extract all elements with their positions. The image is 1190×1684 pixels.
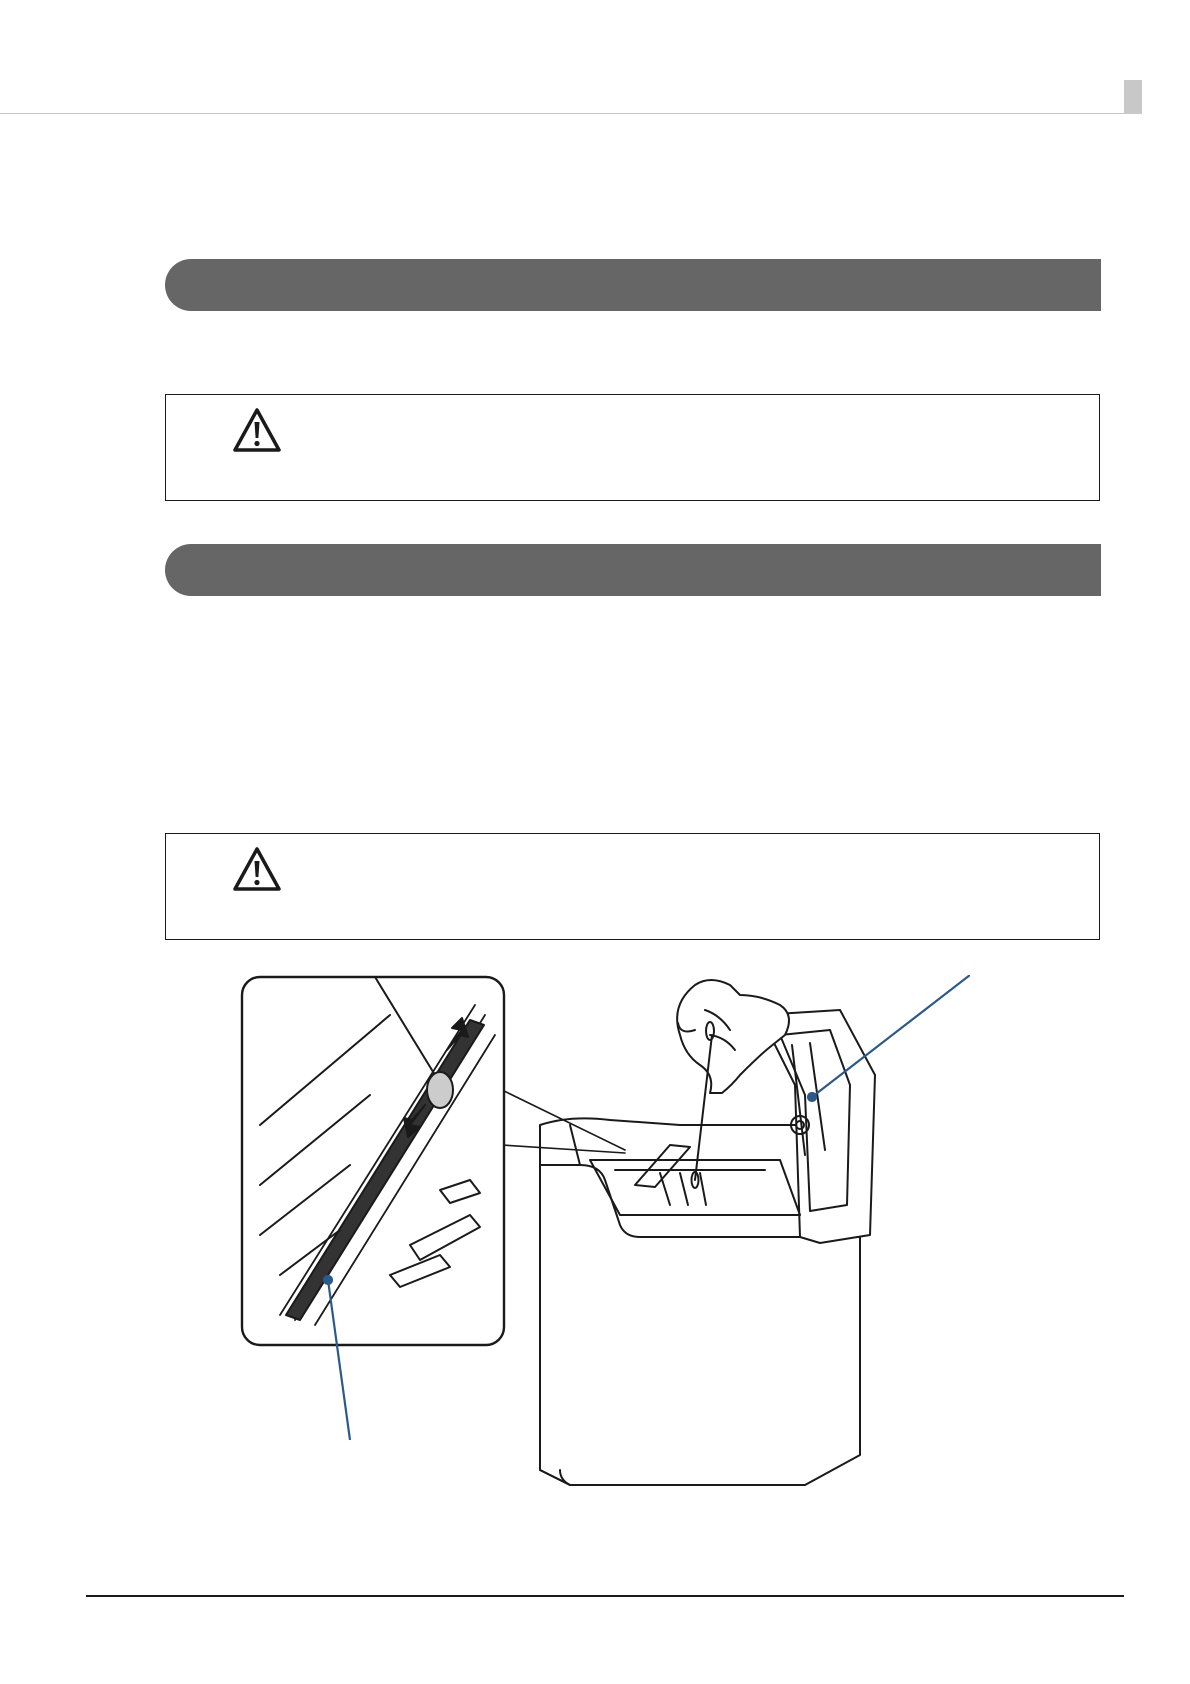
warning-triangle-icon (232, 846, 282, 892)
section-heading-bar-2 (165, 544, 1101, 596)
caution-box-2 (165, 833, 1100, 940)
cleaning-illustration (240, 975, 970, 1495)
zoom-inset (242, 977, 504, 1345)
warning-triangle-icon (232, 407, 282, 453)
page-edge-tab (1124, 80, 1142, 114)
section-heading-bar-1 (165, 259, 1101, 311)
caution-box-1 (165, 394, 1100, 501)
footer-rule (86, 1595, 1124, 1597)
header-rule (0, 113, 1142, 114)
